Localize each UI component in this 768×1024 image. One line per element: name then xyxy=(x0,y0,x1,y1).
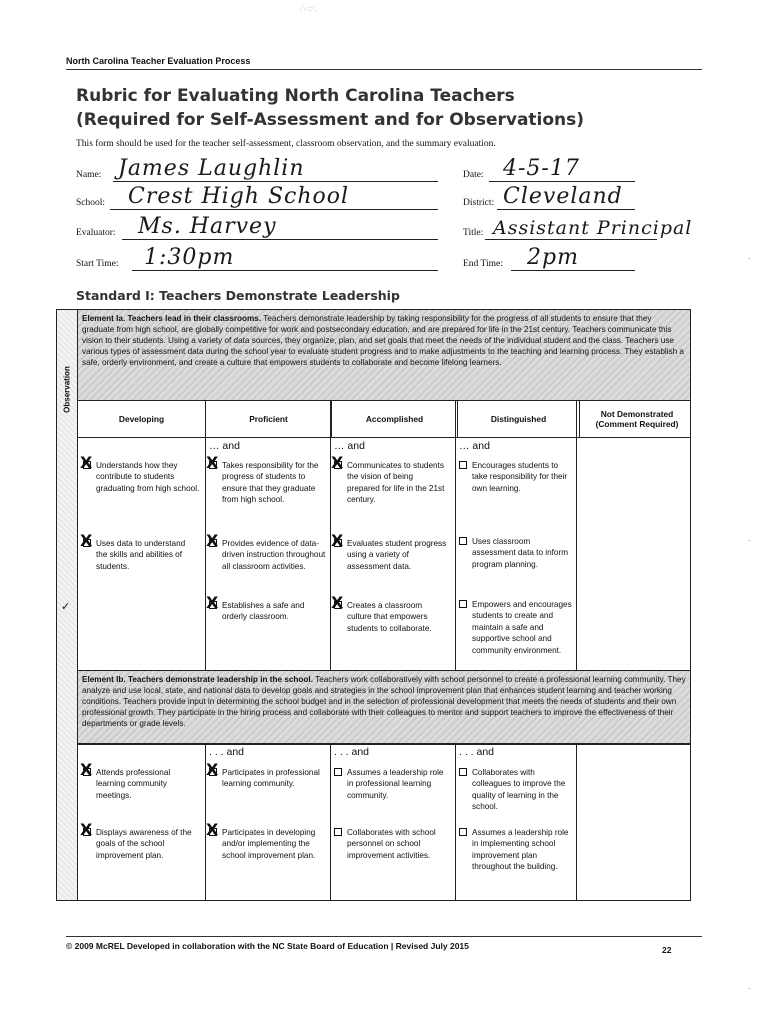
element-ia-text: Teachers demonstrate leadership by taking responsibility for the progress of all students to ensure that they graduate from high school, are globally competitive for work and postsecondary education, and are prepared for life in the 21st century. Teachers communicate this vision to their students. Using a variety of data sources, they organize, plan, and set goals that meet the needs of the individual student and the class. Teachers use various types of assessment data during the school year to evaluate student progress and to make adjustments to the teaching and learning process. They establish a safe, orderly environment, and create a culture that empowers students to collaborate and become lifelong learners. xyxy=(82,314,684,368)
district-value[interactable]: Cleveland xyxy=(503,184,623,209)
element-ia-heading: Element Ia. Teachers lead in their classrooms. xyxy=(82,314,262,323)
check-x-mark: X xyxy=(80,820,93,839)
page-number: 22 xyxy=(662,945,672,955)
rubric-item-text: Understands how they contribute to students graduating from high school. xyxy=(96,461,200,493)
rubric-item-text: Encourages students to take responsibility for their own learning. xyxy=(472,461,568,493)
and-label: . . . and xyxy=(459,746,495,758)
footer-rule xyxy=(66,936,702,937)
name-value[interactable]: James Laughlin xyxy=(118,156,305,181)
title-line-1: Rubric for Evaluating North Carolina Teachers xyxy=(76,86,515,106)
check-x-mark: X xyxy=(206,453,219,472)
rubric-item-text: Collaborates with colleagues to improve the quality of learning in the school. xyxy=(472,768,566,812)
check-x-mark: X xyxy=(206,593,219,612)
element-ib-text: Teachers work collaboratively with school personnel to create a professional learning community. They analyze and use local, state, and national data to develop goals and strategies in the school improvement plan that enhances student learning and teacher working conditions. Teachers provide input in determining the school budget and in the selection of professional development that meets the needs of students and their own professional growth. They participate in the hiring process and collaborate with their colleagues to mentor and support teachers to improve the effectiveness of their departments or grade levels. xyxy=(82,675,686,729)
checkbox[interactable] xyxy=(459,768,467,776)
rubric-item-text: Collaborates with school personnel on school improvement activities. xyxy=(347,828,436,860)
end-time-field xyxy=(463,247,635,271)
process-header: North Carolina Teacher Evaluation Process xyxy=(66,56,251,66)
check-x-mark: X xyxy=(206,760,219,779)
check-x-mark: X xyxy=(331,593,344,612)
checkbox[interactable] xyxy=(459,600,467,608)
title-label: Title: xyxy=(463,228,484,238)
start-time-label: Start Time: xyxy=(76,259,119,269)
element-ib-description xyxy=(78,671,690,743)
intro-text: This form should be used for the teacher self-assessment, classroom observation, and the summary evaluation. xyxy=(76,139,496,149)
rubric-table xyxy=(56,309,691,901)
rubric-item-text: Participates in professional learning community. xyxy=(222,768,320,789)
title-line-2: (Required for Self-Assessment and for Observations) xyxy=(76,110,585,130)
school-field xyxy=(76,186,438,210)
name-field xyxy=(76,158,438,182)
col-distinguished: Distinguished xyxy=(458,401,580,437)
and-label: … and xyxy=(209,440,240,452)
rubric-item-text: Uses classroom assessment data to inform program planning. xyxy=(472,537,569,569)
standard-heading: Standard I: Teachers Demonstrate Leadership xyxy=(76,288,400,303)
rubric-item-text: Evaluates student progress using a variety of assessment data. xyxy=(347,539,447,571)
rubric-item-text: Takes responsibility for the progress of students to ensure that they graduate from high school. xyxy=(222,461,319,505)
evaluator-value[interactable]: Ms. Harvey xyxy=(138,214,277,239)
check-x-mark: X xyxy=(206,531,219,550)
school-label: School: xyxy=(76,198,106,208)
observation-label: Observation xyxy=(62,366,72,413)
checkbox[interactable] xyxy=(334,828,342,836)
date-field xyxy=(463,158,635,182)
rubric-title xyxy=(76,84,584,132)
margin-mark: - xyxy=(748,536,751,545)
checkbox[interactable] xyxy=(459,537,467,545)
date-value[interactable]: 4-5-17 xyxy=(503,156,580,181)
rubric-item-text: Creates a classroom culture that empowers students to collaborate. xyxy=(347,601,432,633)
checkbox[interactable] xyxy=(459,461,467,469)
col-not-demonstrated: Not Demonstrated (Comment Required) xyxy=(595,409,679,429)
rubric-item-text: Participates in developing and/or implementing the school improvement plan. xyxy=(222,828,316,860)
check-x-mark: X xyxy=(80,453,93,472)
and-label: … and xyxy=(334,440,365,452)
check-x-mark: X xyxy=(80,531,93,550)
district-label: District: xyxy=(463,198,495,208)
rubric-item-text: Establishes a safe and orderly classroom. xyxy=(222,601,305,622)
start-time-value[interactable]: 1:30pm xyxy=(144,245,235,270)
header-rule xyxy=(66,69,702,70)
checkbox[interactable] xyxy=(459,828,467,836)
end-time-label: End Time: xyxy=(463,259,503,269)
title-field xyxy=(463,216,695,240)
school-value[interactable]: Crest High School xyxy=(128,184,350,209)
observation-column xyxy=(57,310,78,900)
observation-checkmark: ✓ xyxy=(61,601,71,613)
checkbox[interactable] xyxy=(334,768,342,776)
rubric-item-text: Provides evidence of data-driven instruction throughout all classroom activities. xyxy=(222,539,326,571)
rubric-item-text: Assumes a leadership role in professional learning community. xyxy=(347,768,444,800)
district-field xyxy=(463,186,635,210)
and-label: . . . and xyxy=(209,746,245,758)
element-ib-heading: Element Ib. Teachers demonstrate leadership in the school. xyxy=(82,675,313,684)
element-ia-description xyxy=(78,310,690,400)
rubric-header-row xyxy=(78,400,690,438)
check-x-mark: X xyxy=(80,760,93,779)
col-developing: Developing xyxy=(78,401,206,437)
margin-mark: - xyxy=(748,984,751,993)
margin-mark: - xyxy=(748,254,751,263)
rubric-item-text: Assumes a leadership role in implementing school improvement plan throughout the building. xyxy=(472,828,569,872)
col-proficient: Proficient xyxy=(206,401,332,437)
check-x-mark: X xyxy=(206,820,219,839)
rubric-item-text: Communicates to students the vision of being prepared for life in the 21st century. xyxy=(347,461,445,505)
col-accomplished: Accomplished xyxy=(332,401,458,437)
and-label: … and xyxy=(459,440,490,452)
date-label: Date: xyxy=(463,170,484,180)
check-x-mark: X xyxy=(331,453,344,472)
rubric-item-text: Attends professional learning community meetings. xyxy=(96,768,171,800)
and-label: . . . and xyxy=(334,746,370,758)
evaluator-label: Evaluator: xyxy=(76,228,116,238)
rubric-item-text: Uses data to understand the skills and abilities of students. xyxy=(96,539,186,571)
title-value[interactable]: Assistant Principal xyxy=(493,217,693,239)
start-time-field xyxy=(76,247,438,271)
end-time-value[interactable]: 2pm xyxy=(527,245,579,270)
scan-artifact: ∴·:·. xyxy=(300,4,318,14)
evaluator-field xyxy=(76,216,438,240)
name-label: Name: xyxy=(76,170,102,180)
rubric-item-text: Displays awareness of the goals of the school improvement plan. xyxy=(96,828,192,860)
copyright-footer: © 2009 McREL Developed in collaboration with the NC State Board of Education | Revised July 2015 xyxy=(66,941,469,951)
rubric-item-text: Empowers and encourages students to create and maintain a safe and supportive school and community environment. xyxy=(472,600,572,655)
check-x-mark: X xyxy=(331,531,344,550)
